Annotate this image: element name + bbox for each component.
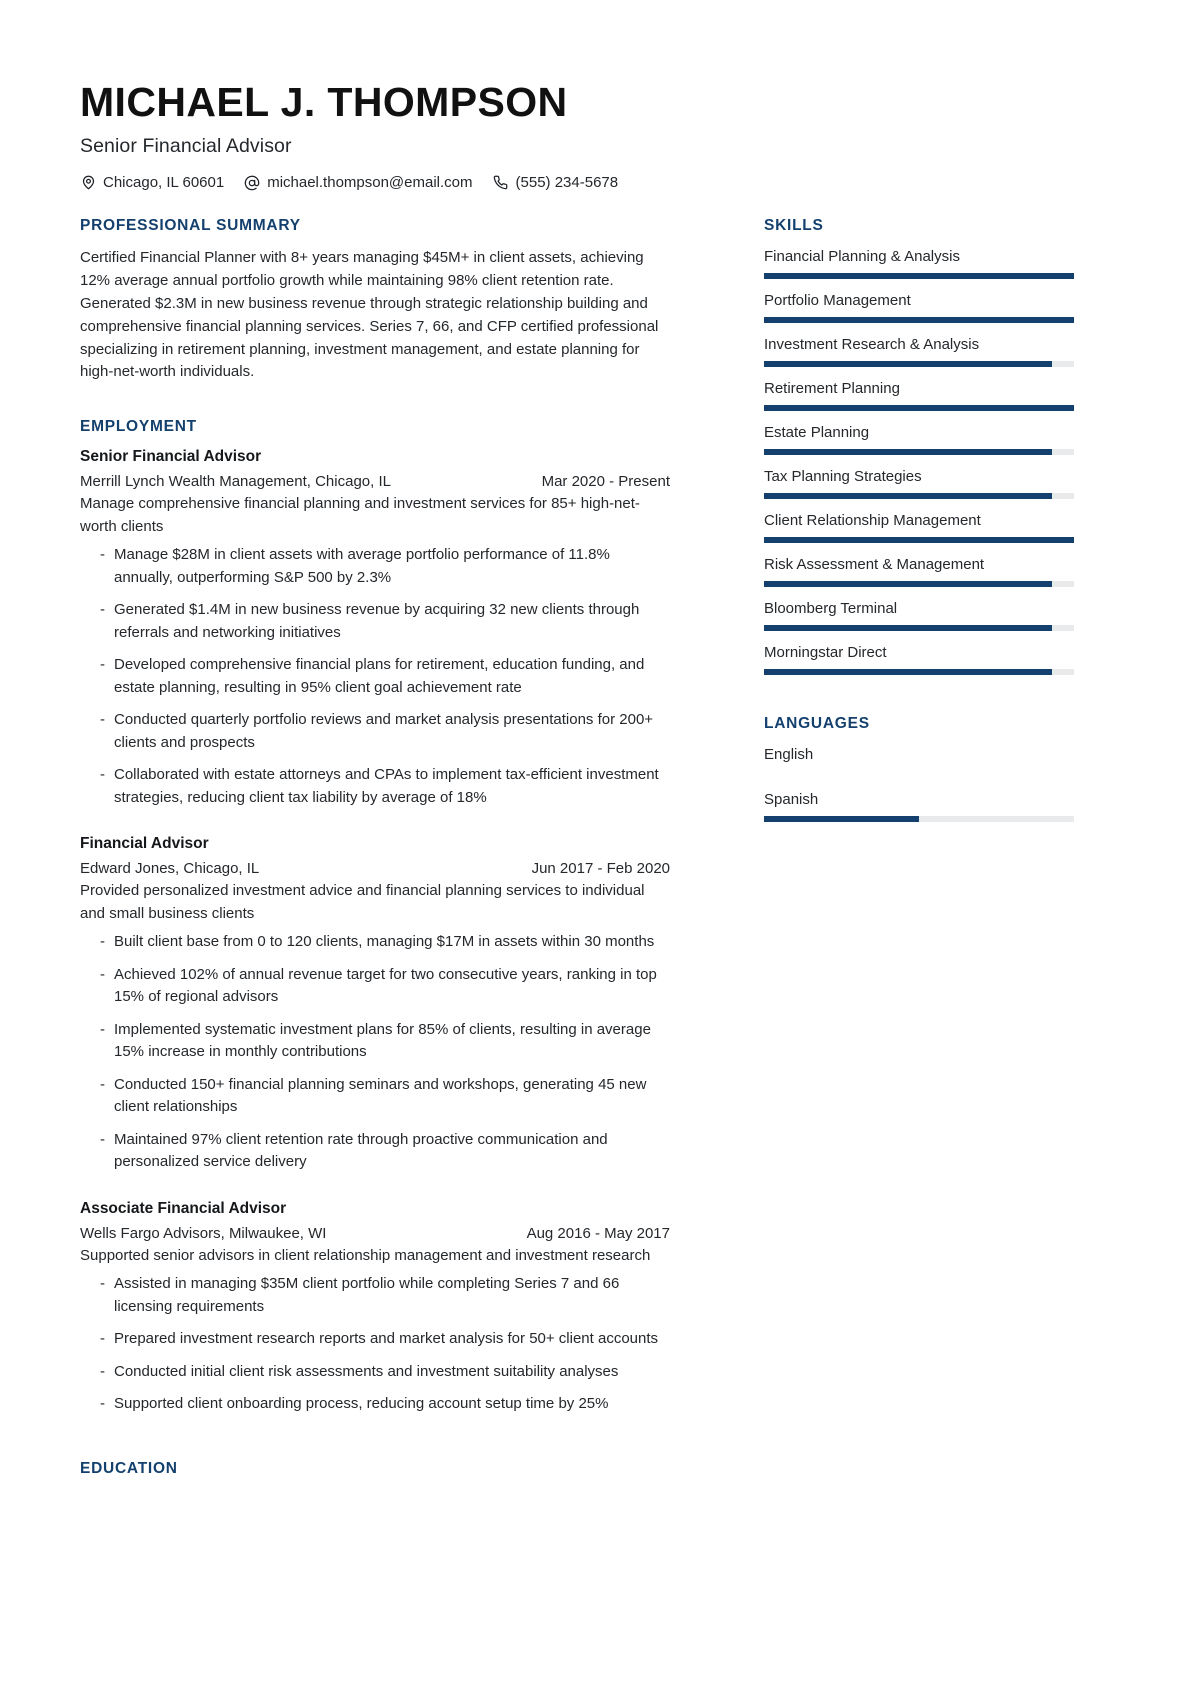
language-label: Spanish xyxy=(764,791,819,809)
employment-bullet: - Maintained 97% client retention rate through proactive communication and personalized service delivery xyxy=(80,1129,670,1174)
employment-company: Wells Fargo Advisors, Milwaukee, WI xyxy=(80,1224,327,1242)
employment-meta xyxy=(80,1225,670,1242)
employment-bullet: - Conducted initial client risk assessments and investment suitability analyses xyxy=(80,1361,670,1384)
employment-company: Edward Jones, Chicago, IL xyxy=(80,860,260,878)
skill-label: Tax Planning Strategies xyxy=(764,468,922,486)
skill-level-fill xyxy=(764,449,1052,455)
language-level-bar xyxy=(764,816,1074,822)
resume-header xyxy=(80,78,1120,191)
employment-dates: Jun 2017 - Feb 2020 xyxy=(531,860,670,878)
employment-description: Manage comprehensive financial planning and investment services for 85+ high-net-worth clients xyxy=(80,495,640,535)
employment-bullet: - Generated $1.4M in new business revenue by acquiring 32 new clients through referrals and networking initiatives xyxy=(80,599,670,644)
skills-heading: SKILLS xyxy=(764,217,824,235)
language-label: English xyxy=(764,746,814,764)
skill-label: Portfolio Management xyxy=(764,292,911,310)
skill-label: Bloomberg Terminal xyxy=(764,600,898,618)
employment-bullet: - Supported client onboarding process, reducing account setup time by 25% xyxy=(80,1393,670,1416)
skill-level-fill xyxy=(764,405,1074,411)
skill-item xyxy=(764,336,1074,367)
skill-item xyxy=(764,468,1074,499)
skill-item xyxy=(764,600,1074,631)
employment-bullet: - Implemented systematic investment plans for 85% of clients, resulting in average 15% increase in monthly contributions xyxy=(80,1019,670,1064)
skill-level-bar xyxy=(764,493,1074,499)
employment-company: Merrill Lynch Wealth Management, Chicago, IL xyxy=(80,473,391,491)
skill-level-fill xyxy=(764,625,1052,631)
skill-level-fill xyxy=(764,581,1052,587)
summary-text: Certified Financial Planner with 8+ years managing $45M+ in client assets, achieving 12% average annual portfolio growth while maintaining 98% client retention rate. Generated $2.3M in new business revenue through strategic relationship building and comprehensive financial planning services. Series 7, 66, and CFP certified professional specializing in retirement planning, investment management, and estate planning for high-net-worth individuals. xyxy=(80,249,659,381)
at-sign-icon xyxy=(244,175,260,191)
employment-bullet: - Built client base from 0 to 120 clients, managing $17M in assets within 30 months xyxy=(80,931,670,954)
skill-label: Risk Assessment & Management xyxy=(764,556,985,574)
employment-bullets xyxy=(80,1273,670,1416)
employment-role: Financial Advisor xyxy=(80,835,209,853)
employment-description: Supported senior advisors in client relationship management and investment research xyxy=(80,1246,651,1264)
skill-level-bar xyxy=(764,317,1074,323)
skill-item xyxy=(764,644,1074,675)
skill-item xyxy=(764,380,1074,411)
skill-level-fill xyxy=(764,493,1052,499)
employment-bullet: - Assisted in managing $35M client portfolio while completing Series 7 and 66 licensing requirements xyxy=(80,1273,670,1318)
employment-bullet: - Achieved 102% of annual revenue target for two consecutive years, ranking in top 15% of regional advisors xyxy=(80,964,670,1009)
section-employment xyxy=(80,418,670,1416)
employment-bullet: - Manage $28M in client assets with average portfolio performance of 11.8% annually, outperforming S&P 500 by 2.3% xyxy=(80,544,670,589)
skill-level-bar xyxy=(764,449,1074,455)
skill-label: Client Relationship Management xyxy=(764,512,981,530)
skill-level-fill xyxy=(764,361,1052,367)
language-item xyxy=(764,746,1074,777)
skill-level-fill xyxy=(764,537,1074,543)
language-level-bar xyxy=(764,771,1074,777)
skill-level-bar xyxy=(764,669,1074,675)
skill-label: Estate Planning xyxy=(764,424,870,442)
languages-heading: LANGUAGES xyxy=(764,715,870,733)
skill-level-bar xyxy=(764,405,1074,411)
section-languages xyxy=(764,715,1074,822)
section-education xyxy=(80,1460,670,1478)
page-title: MICHAEL J. THOMPSON xyxy=(80,79,568,125)
skill-level-bar xyxy=(764,581,1074,587)
contact-phone-text: (555) 234-5678 xyxy=(515,174,619,192)
skill-level-fill xyxy=(764,317,1074,323)
contact-email-text: michael.thompson@email.com xyxy=(267,174,473,192)
skill-item xyxy=(764,512,1074,543)
employment-description: Provided personalized investment advice and financial planning services to individual and small business clients xyxy=(80,882,645,922)
contact-phone[interactable] xyxy=(493,174,619,191)
skill-label: Financial Planning & Analysis xyxy=(764,248,960,266)
education-heading: EDUCATION xyxy=(80,1459,178,1477)
skill-item xyxy=(764,556,1074,587)
section-skills xyxy=(764,217,1074,675)
skill-level-bar xyxy=(764,625,1074,631)
location-pin-icon xyxy=(80,175,96,191)
skill-level-fill xyxy=(764,273,1074,279)
skill-level-bar xyxy=(764,537,1074,543)
resume-body xyxy=(80,217,1120,1489)
sidebar-column xyxy=(764,217,1074,822)
skill-label: Investment Research & Analysis xyxy=(764,336,980,354)
employment-bullets xyxy=(80,544,670,809)
main-column xyxy=(80,217,688,1489)
skill-level-fill xyxy=(764,669,1052,675)
employment-list xyxy=(80,448,670,1416)
employment-entry xyxy=(80,835,670,1174)
employment-bullets xyxy=(80,931,670,1174)
header-job-title: Senior Financial Advisor xyxy=(80,135,292,158)
employment-bullet: - Prepared investment research reports and market analysis for 50+ client accounts xyxy=(80,1328,670,1351)
employment-dates: Mar 2020 - Present xyxy=(541,473,670,491)
section-professional-summary xyxy=(80,217,670,384)
employment-role: Associate Financial Advisor xyxy=(80,1199,287,1217)
employment-bullet: - Conducted quarterly portfolio reviews and market analysis presentations for 200+ clients and prospects xyxy=(80,709,670,754)
languages-list xyxy=(764,746,1074,822)
skills-list xyxy=(764,248,1074,675)
language-level-fill xyxy=(764,816,919,822)
skill-item xyxy=(764,424,1074,455)
employment-meta xyxy=(80,473,670,490)
phone-icon xyxy=(493,175,509,191)
summary-heading: PROFESSIONAL SUMMARY xyxy=(80,217,301,235)
employment-bullet: - Collaborated with estate attorneys and CPAs to implement tax-efficient investment strategies, reducing client tax liability by average of 18% xyxy=(80,764,670,809)
contact-email[interactable] xyxy=(244,174,472,191)
contact-location xyxy=(80,174,224,191)
skill-label: Retirement Planning xyxy=(764,380,900,398)
employment-bullet: - Conducted 150+ financial planning seminars and workshops, generating 45 new client relationships xyxy=(80,1074,670,1119)
employment-entry xyxy=(80,1200,670,1416)
employment-heading: EMPLOYMENT xyxy=(80,418,197,436)
skill-level-bar xyxy=(764,361,1074,367)
skill-item xyxy=(764,248,1074,279)
skill-label: Morningstar Direct xyxy=(764,644,887,662)
employment-bullet: - Developed comprehensive financial plans for retirement, education funding, and estate planning, resulting in 95% client goal achievement rate xyxy=(80,654,670,699)
employment-meta xyxy=(80,860,670,877)
skill-item xyxy=(764,292,1074,323)
employment-role: Senior Financial Advisor xyxy=(80,448,262,466)
contact-row xyxy=(80,174,1120,191)
skill-level-bar xyxy=(764,273,1074,279)
employment-entry xyxy=(80,448,670,809)
language-item xyxy=(764,791,1074,822)
employment-dates: Aug 2016 - May 2017 xyxy=(526,1224,670,1242)
contact-location-text: Chicago, IL 60601 xyxy=(103,174,225,192)
